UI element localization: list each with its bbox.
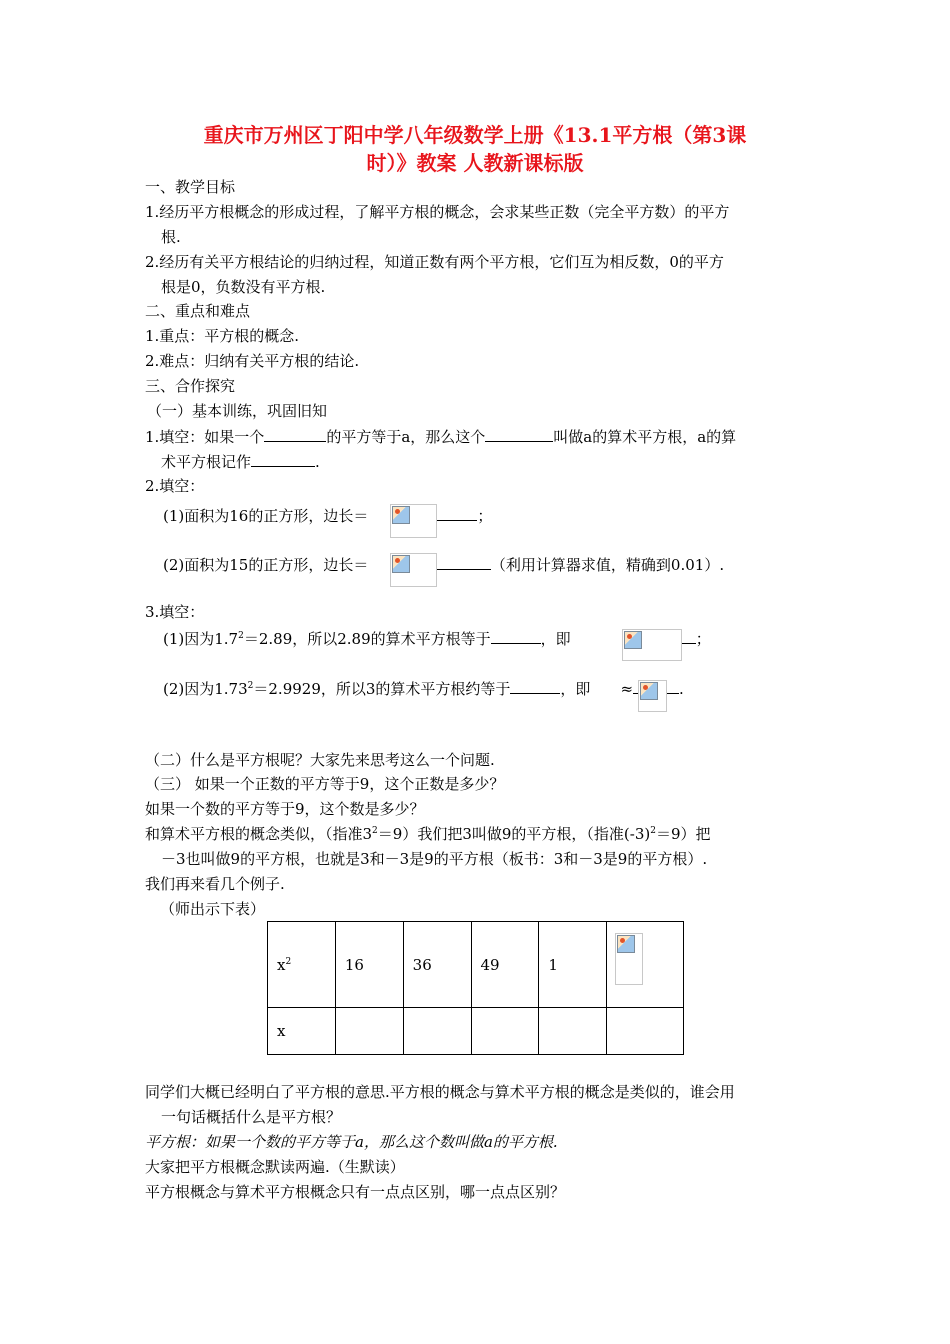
section-2-line7: （师出示下表） xyxy=(160,900,266,918)
question-1-line1 xyxy=(145,426,736,447)
section-2-line4 xyxy=(145,824,711,844)
superscript: 2 xyxy=(285,956,292,967)
objective-2-line2: 根是0，负数没有平方根. xyxy=(161,278,326,296)
question-1-text-d: 术平方根记作 xyxy=(161,453,252,471)
objective-2-line1: 2.经历有关平方根结论的归纳过程，知道正数有两个平方根，它们互为相反数，0的平方 xyxy=(145,253,724,271)
square-table xyxy=(267,921,684,1055)
conclusion-line1: 同学们大概已经明白了平方根的意思.平方根的概念与算术平方根的概念是类似的，谁会用 xyxy=(145,1083,735,1101)
semicolon: ； xyxy=(477,507,493,525)
conclusion-line4: 平方根概念与算术平方根概念只有一点点区别，哪一点点区别？ xyxy=(145,1183,566,1201)
superscript: 2 xyxy=(247,681,254,691)
conclusion-line3: 大家把平方根概念默读两遍.（生默读） xyxy=(145,1158,405,1176)
semicolon: ； xyxy=(695,630,711,648)
answer-blank xyxy=(264,426,326,442)
table-header-cell: x xyxy=(268,1008,336,1055)
question-1-text-b: 的平方等于a，那么这个 xyxy=(326,428,486,446)
objectives-heading: 一、教学目标 xyxy=(145,178,236,196)
answer-blank xyxy=(510,678,560,694)
conclusion-line2: 一句话概括什么是平方根？ xyxy=(161,1108,342,1126)
question-3-1-text-c: ，即 xyxy=(540,630,571,648)
answer-blank xyxy=(431,505,477,521)
table-cell xyxy=(539,1008,607,1055)
objective-1-line1: 1.经历平方根概念的形成过程，了解平方根的概念，会求某些正数（完全平方数）的平方 xyxy=(145,203,730,221)
missing-formula-image xyxy=(390,553,437,587)
table-header-cell xyxy=(268,922,336,1008)
question-3-1-text-b: ＝2.89，所以2.89的算术平方根等于 xyxy=(243,630,491,648)
question-2-2-text-c: （利用计算器求值，精确到0.01）. xyxy=(490,556,725,574)
broken-image-icon xyxy=(392,555,410,573)
section-2-line3: 如果一个数的平方等于9，这个数是多少？ xyxy=(145,800,425,818)
question-1-line2 xyxy=(161,451,320,472)
question-1-text-c: 叫做a的算术平方根，a的算 xyxy=(553,428,737,446)
keypoint-1: 1.重点：平方根的概念. xyxy=(145,327,300,345)
inquiry-heading: 三、合作探究 xyxy=(145,377,236,395)
missing-formula-image xyxy=(390,504,437,538)
question-3-1-text-a: (1)因为1.7 xyxy=(163,630,239,648)
document-title-line1: 重庆市万州区丁阳中学八年级数学上册《13.1平方根（第3课 xyxy=(203,123,747,147)
broken-image-icon xyxy=(617,935,635,953)
objective-1-line2: 根. xyxy=(161,228,181,246)
question-3-heading: 3.填空： xyxy=(145,603,205,621)
missing-formula-image xyxy=(622,629,682,661)
definition-text: 平方根：如果一个数的平方等于a，那么这个数叫做a的平方根. xyxy=(145,1133,558,1151)
table-cell xyxy=(335,1008,403,1055)
keypoints-heading: 二、重点和难点 xyxy=(145,302,251,320)
table-cell: 1 xyxy=(539,922,607,1008)
inquiry-sub-1: （一）基本训练，巩固旧知 xyxy=(147,402,328,420)
superscript: 2 xyxy=(650,826,656,836)
cell-text: x xyxy=(277,955,286,974)
period: . xyxy=(679,680,684,698)
question-2-2-text-a: (2)面积为15的正方形，边长＝ xyxy=(163,556,369,574)
superscript: 2 xyxy=(238,631,244,641)
table-cell: 16 xyxy=(335,922,403,1008)
answer-blank xyxy=(485,426,553,442)
superscript: 2 xyxy=(372,826,378,836)
answer-blank xyxy=(251,451,315,467)
question-3-2-text-b: ＝2.9929，所以3的算术平方根约等于 xyxy=(253,680,511,698)
broken-image-icon xyxy=(640,682,658,700)
table-cell: 49 xyxy=(471,922,539,1008)
table-row xyxy=(268,922,684,1008)
table-cell xyxy=(471,1008,539,1055)
question-2-1 xyxy=(163,505,492,526)
table-cell-image xyxy=(607,922,684,1008)
broken-image-icon xyxy=(392,506,410,524)
table-cell xyxy=(403,1008,471,1055)
question-2-1-text-a: (1)面积为16的正方形，边长＝ xyxy=(163,507,369,525)
missing-formula-image xyxy=(638,680,667,712)
question-2-heading: 2.填空： xyxy=(145,477,205,495)
text: 和算术平方根的概念类似，（指准3 xyxy=(145,825,373,843)
keypoint-2: 2.难点：归纳有关平方根的结论. xyxy=(145,352,360,370)
answer-blank xyxy=(491,628,541,644)
section-2-line5: －3也叫做9的平方根，也就是3和－3是9的平方根（板书：3和－3是9的平方根）. xyxy=(161,850,708,868)
text: ＝9）我们把3叫做9的平方根，（指准(-3) xyxy=(377,825,651,843)
question-3-2-text-c: ，即 xyxy=(560,680,591,698)
question-2-2 xyxy=(163,554,724,575)
question-3-2-text-a: (2)因为1.73 xyxy=(163,680,248,698)
period: . xyxy=(315,453,320,471)
broken-image-icon xyxy=(624,631,642,649)
document-title-line2: 时）》教案 人教新课标版 xyxy=(366,151,584,175)
section-3-line: （三） 如果一个正数的平方等于9，这个正数是多少？ xyxy=(145,775,505,793)
table-cell xyxy=(607,1008,684,1055)
section-2-line1: （二）什么是平方根呢？大家先来思考这么一个问题. xyxy=(145,751,495,769)
section-2-line6: 我们再来看几个例子. xyxy=(145,875,285,893)
table-row xyxy=(268,1008,684,1055)
question-3-2 xyxy=(163,678,684,699)
answer-blank xyxy=(429,554,491,570)
missing-formula-image xyxy=(615,933,643,985)
text: ＝9）把 xyxy=(655,825,711,843)
question-3-2-text-d: ≈ xyxy=(620,680,634,698)
table-cell: 36 xyxy=(403,922,471,1008)
question-1-text-a: 1.填空：如果一个 xyxy=(145,428,265,446)
